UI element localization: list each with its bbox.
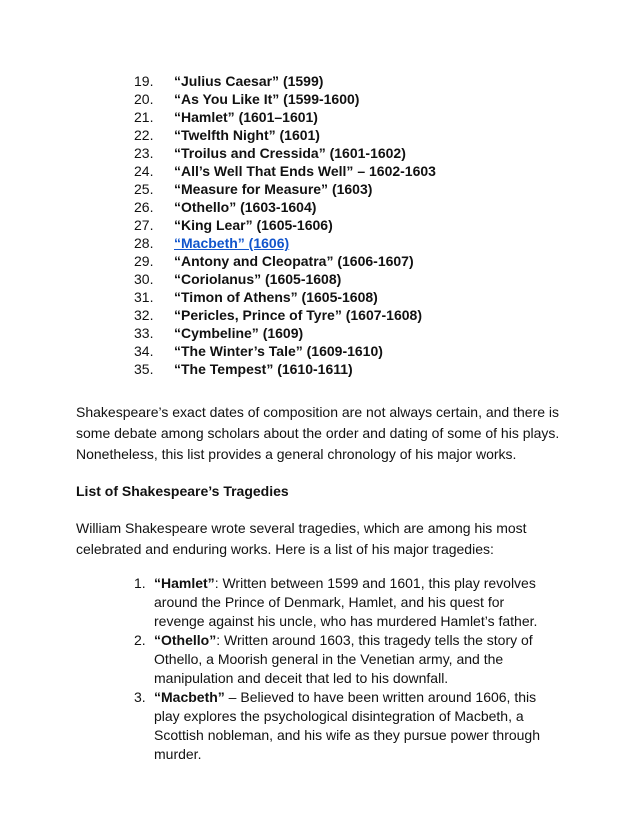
list-item-number: 23. xyxy=(134,145,154,161)
play-title: “The Winter’s Tale” (1609-1610) xyxy=(174,343,383,359)
list-item-number: 26. xyxy=(134,199,154,215)
list-item xyxy=(0,688,638,764)
list-item xyxy=(0,360,638,378)
list-item xyxy=(0,144,638,162)
list-item[interactable] xyxy=(0,234,638,252)
list-item xyxy=(0,198,638,216)
tragedies-list xyxy=(0,574,638,764)
play-title: “Measure for Measure” (1603) xyxy=(174,181,373,197)
play-title: “The Tempest” (1610-1611) xyxy=(174,361,353,377)
list-item xyxy=(0,126,638,144)
list-item-number: 24. xyxy=(134,163,154,179)
list-item-number: 21. xyxy=(134,109,154,125)
list-item-number: 2. xyxy=(134,632,146,648)
tragedy-description xyxy=(154,631,554,688)
play-title: “Pericles, Prince of Tyre” (1607-1608) xyxy=(174,307,422,323)
tragedy-summary: – Believed to have been written around 1606, this play explores the psychological disintegration of Macbeth, a Scottish nobleman, and his wife as they pursue power through murder. xyxy=(154,689,541,762)
list-item-number: 32. xyxy=(134,307,154,323)
tragedy-title: “Macbeth” xyxy=(154,689,225,705)
play-title-link[interactable]: “Macbeth” (1606) xyxy=(174,235,290,251)
tragedy-description xyxy=(154,688,554,764)
list-item-number: 19. xyxy=(134,73,154,89)
list-item-number: 29. xyxy=(134,253,154,269)
list-item xyxy=(0,574,638,631)
play-title: “Cymbeline” (1609) xyxy=(174,325,304,341)
tragedy-title: “Hamlet” xyxy=(154,575,215,591)
tragedy-title: “Othello” xyxy=(154,632,217,648)
play-title: “Troilus and Cressida” (1601-1602) xyxy=(174,145,406,161)
list-item-number: 3. xyxy=(134,689,146,705)
list-item xyxy=(0,216,638,234)
play-title: “As You Like It” (1599-1600) xyxy=(174,91,360,107)
tragedy-summary: : Written around 1603, this tragedy tells the story of Othello, a Moorish general in the Venetian army, and the manipulation and deceit that led to his downfall. xyxy=(154,632,533,686)
list-item xyxy=(0,306,638,324)
list-item xyxy=(0,288,638,306)
list-item xyxy=(0,631,638,688)
list-item xyxy=(0,324,638,342)
play-title: “Hamlet” (1601–1601) xyxy=(174,109,318,125)
list-item xyxy=(0,108,638,126)
tragedies-intro-paragraph: William Shakespeare wrote several tragedies, which are among his most celebrated and enduring works. Here is a list of his major tragedies: xyxy=(76,520,527,557)
list-item xyxy=(0,270,638,288)
list-item-number: 34. xyxy=(134,343,154,359)
list-item xyxy=(0,162,638,180)
list-item-number: 31. xyxy=(134,289,154,305)
tragedies-heading: List of Shakespeare’s Tragedies xyxy=(76,483,289,499)
play-title: “Coriolanus” (1605-1608) xyxy=(174,271,342,287)
list-item xyxy=(0,90,638,108)
tragedy-description xyxy=(154,574,554,631)
play-title: “Julius Caesar” (1599) xyxy=(174,73,324,89)
play-title: “Timon of Athens” (1605-1608) xyxy=(174,289,378,305)
list-item xyxy=(0,180,638,198)
list-item xyxy=(0,342,638,360)
list-item-number: 35. xyxy=(134,361,154,377)
list-item-number: 30. xyxy=(134,271,154,287)
play-title: “King Lear” (1605-1606) xyxy=(174,217,333,233)
list-item-number: 22. xyxy=(134,127,154,143)
play-title: “All’s Well That Ends Well” – 1602-1603 xyxy=(174,163,436,179)
play-title: “Antony and Cleopatra” (1606-1607) xyxy=(174,253,414,269)
list-item-number: 20. xyxy=(134,91,154,107)
tragedy-summary: : Written between 1599 and 1601, this play revolves around the Prince of Denmark, Hamlet, and his quest for revenge against his uncle, who has murdered Hamlet’s father. xyxy=(154,575,538,629)
play-title: “Twelfth Night” (1601) xyxy=(174,127,320,143)
plays-chronology-list xyxy=(0,72,638,378)
play-title: “Othello” (1603-1604) xyxy=(174,199,317,215)
list-item xyxy=(0,72,638,90)
list-item-number: 33. xyxy=(134,325,154,341)
chronology-note-paragraph: Shakespeare’s exact dates of composition are not always certain, and there is some debate among scholars about the order and dating of some of his plays. Nonetheless, this list provides a general chronology of his major works. xyxy=(76,404,560,462)
list-item-number: 27. xyxy=(134,217,154,233)
list-item xyxy=(0,252,638,270)
list-item-number: 25. xyxy=(134,181,154,197)
list-item-number: 28. xyxy=(134,235,154,251)
list-item-number: 1. xyxy=(134,575,146,591)
